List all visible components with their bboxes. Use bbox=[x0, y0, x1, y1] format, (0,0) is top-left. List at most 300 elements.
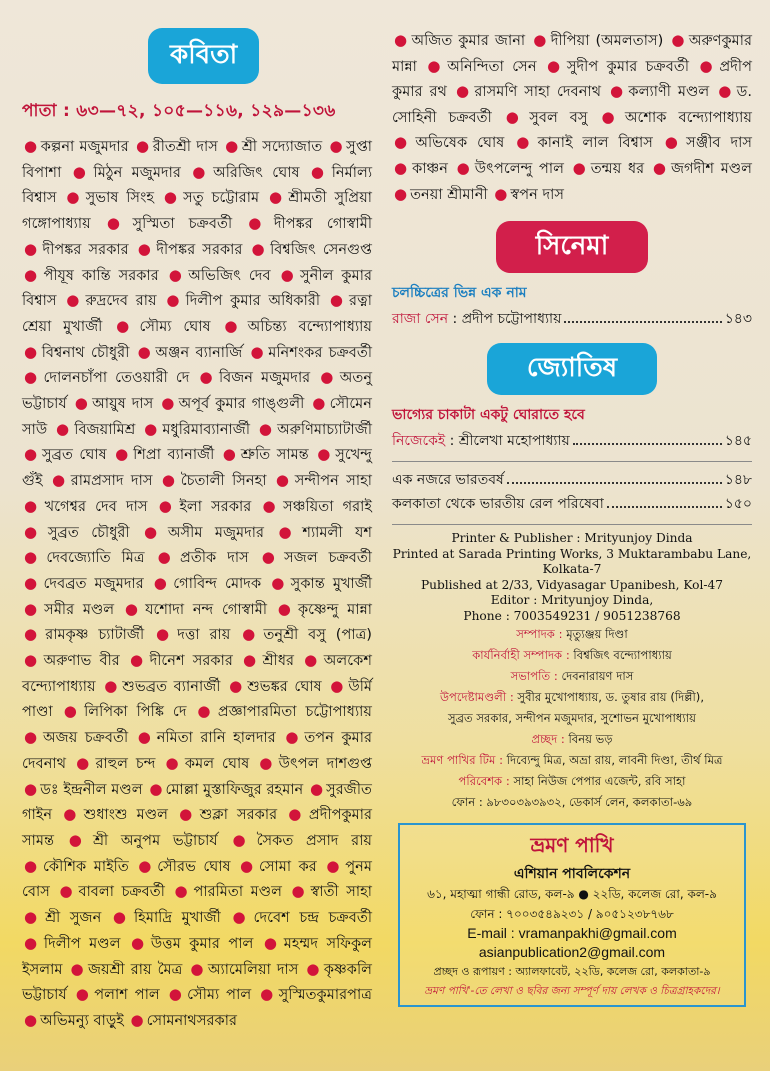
credit-key: ভ্রমণ পাখির টিম : bbox=[421, 753, 507, 768]
poet-name: লিপিকা পিঙ্কি দে bbox=[84, 703, 187, 721]
poet-name: মোল্লা মুস্তাফিজুর রহমান bbox=[165, 780, 304, 798]
poet-name: সুনীল কুমার বিশ্বাস bbox=[22, 266, 372, 310]
bullet-icon: ● bbox=[106, 214, 130, 233]
misc-entry-title: কলকাতা থেকে ভারতীয় রেল পরিষেবা bbox=[392, 496, 604, 513]
bullet-icon: ● bbox=[24, 445, 39, 464]
poet-name: রামকৃষ্ণ চ্যাটার্জী bbox=[45, 626, 145, 644]
poet-name: শুক্লা সরকার bbox=[199, 806, 278, 824]
poet-name: পুনম বোস bbox=[22, 857, 372, 901]
poet-name: অভিমন্যু বাড়ুই bbox=[40, 1011, 124, 1029]
poet-name: রীতশ্রী দাস bbox=[152, 138, 218, 155]
poet-name: স্বপন দাস bbox=[510, 185, 565, 203]
poet-name: উর্মি পাণ্ডা bbox=[22, 677, 373, 721]
bullet-icon: ● bbox=[242, 625, 261, 644]
jyotish-heading: জ্যোতিষ bbox=[487, 343, 657, 395]
box-title: ভ্রমণ পাখি bbox=[530, 833, 614, 858]
poet-name: দিলীপ মণ্ডল bbox=[43, 934, 121, 952]
bullet-icon: ● bbox=[131, 933, 148, 952]
left-column bbox=[22, 28, 372, 1034]
bullet-icon: ● bbox=[168, 985, 185, 1004]
bullet-icon: ● bbox=[138, 856, 155, 875]
poet-name: দিলীপ কুমার অধিকারী bbox=[185, 292, 321, 310]
poet-name: মধুরিমাব্যানার্জী bbox=[162, 420, 251, 438]
bullet-icon: ● bbox=[63, 702, 82, 721]
poet-name: খগেশ্বর দেব দাস bbox=[44, 497, 148, 515]
publisher-box bbox=[398, 823, 746, 1007]
box-design: প্রচ্ছদ ও রূপায়ণ : অ্যালফাবেট, ২২ডি, কলেজ রো, কলকাতা-৯ bbox=[433, 965, 711, 979]
bullet-icon: ● bbox=[326, 856, 343, 875]
misc-entry bbox=[392, 468, 752, 492]
poet-name: মিঠুন মজুমদার bbox=[93, 163, 181, 181]
poet-name: সুরজীত গাইন bbox=[22, 780, 372, 824]
bullet-icon: ● bbox=[310, 162, 329, 181]
credit-key: উপদেষ্টামণ্ডলী : bbox=[439, 690, 518, 705]
poet-name: রাসমণি সাহা দেবনাথ bbox=[474, 83, 602, 101]
poet-name: বিজয়ামিশ্র bbox=[74, 420, 136, 438]
poet-name: কল্পনা মজুমদার bbox=[40, 138, 129, 155]
bullet-icon: ● bbox=[664, 133, 684, 152]
imprint-block bbox=[392, 531, 752, 624]
bullet-icon: ● bbox=[261, 548, 282, 567]
bullet-icon: ● bbox=[59, 882, 76, 901]
bullet-icon: ● bbox=[224, 316, 245, 335]
bullet-icon: ● bbox=[260, 985, 276, 1004]
bullet-icon: ● bbox=[317, 445, 333, 464]
credit-row bbox=[392, 687, 752, 708]
poet-name: সুস্মিতকুমারপাত্র bbox=[278, 986, 372, 1004]
misc-entry-title: এক নজরে ভারতবর্ষ bbox=[392, 472, 504, 489]
bullet-icon: ● bbox=[24, 933, 41, 952]
poet-name: সুকান্ত মুখার্জী bbox=[290, 574, 372, 592]
bullet-icon: ● bbox=[394, 184, 408, 203]
bullet-icon: ● bbox=[24, 908, 43, 927]
poet-name: সুখেন্দু গুঁই bbox=[22, 446, 372, 490]
bullet-icon: ● bbox=[166, 291, 183, 310]
poet-name: সঞ্চয়িতা গরাই bbox=[283, 497, 372, 515]
poet-name: অরুণিমাচ্যাটার্জী bbox=[277, 420, 372, 438]
poet-name: জয়শ্রী রায় মৈত্র bbox=[87, 960, 183, 978]
poet-name: সমীর মণ্ডল bbox=[44, 600, 115, 618]
poet-name: অজয় চক্রবর্তী bbox=[43, 729, 129, 747]
cinema-subtitle: চলচ্চিত্রের ভিন্ন এক নাম bbox=[392, 285, 527, 302]
poet-name: রামপ্রসাদ দাস bbox=[70, 472, 153, 490]
poet-name: রুদ্রদেব রায় bbox=[85, 292, 157, 310]
imprint-line: Phone : 7003549231 / 9051238768 bbox=[463, 608, 681, 623]
bullet-icon: ● bbox=[263, 933, 281, 952]
bullet-icon: ● bbox=[243, 651, 260, 670]
credit-value: সাহা নিউজ পেপার এজেন্ট, রবি সাহা bbox=[513, 774, 686, 789]
poet-name: উৎপল দাশগুপ্ত bbox=[278, 754, 373, 772]
bullet-icon: ● bbox=[163, 188, 181, 207]
bullet-icon: ● bbox=[306, 959, 321, 978]
poet-name: কমল ঘোষ bbox=[184, 754, 250, 772]
poet-name: মনিশংকর চক্রবর্তী bbox=[268, 343, 373, 361]
bullet-icon: ● bbox=[456, 158, 472, 177]
bullet-icon: ● bbox=[24, 137, 38, 155]
bullet-icon: ● bbox=[271, 573, 288, 592]
bullet-icon: ● bbox=[494, 184, 508, 203]
poet-name: রাহুল চন্দ bbox=[95, 754, 156, 772]
poet-name: সতু চট্টোরাম bbox=[183, 189, 260, 207]
bullet-icon: ● bbox=[232, 908, 251, 927]
poet-name: সৈকত প্রসাদ রায় bbox=[256, 831, 373, 849]
bullet-icon: ● bbox=[24, 239, 40, 258]
poet-name: কৃষ্ণেন্দু মান্না bbox=[297, 600, 373, 618]
bullet-icon: ● bbox=[718, 82, 734, 101]
credit-value: দিব্যেন্দু মিত্র, অভ্রা রায়, লাবনী দিণ্ডা, তীর্থ মিত্র bbox=[506, 753, 723, 768]
bullet-icon: ● bbox=[222, 445, 238, 464]
bullet-icon: ● bbox=[137, 728, 154, 747]
bullet-icon: ● bbox=[330, 676, 346, 695]
right-column bbox=[392, 28, 752, 1007]
bullet-icon: ● bbox=[329, 291, 347, 310]
bullet-icon: ● bbox=[394, 158, 410, 177]
poet-name: চৈতালী সিনহা bbox=[180, 472, 267, 490]
poet-name: অরুণাভ বীর bbox=[43, 652, 120, 670]
bullet-icon: ● bbox=[165, 753, 182, 772]
bullet-icon: ● bbox=[149, 779, 163, 798]
poet-name: তনয়া শ্রীমানী bbox=[410, 185, 488, 203]
bullet-icon: ● bbox=[278, 522, 300, 541]
poet-name: শিপ্রা ব্যানার্জী bbox=[133, 446, 215, 464]
poet-name: কানাই লাল বিশ্বাস bbox=[537, 134, 653, 152]
bullet-icon: ● bbox=[572, 158, 588, 177]
bullet-icon: ● bbox=[168, 265, 186, 284]
poet-name: শ্রুতি সামন্ত bbox=[240, 446, 309, 464]
bullet-icon: ● bbox=[24, 522, 45, 541]
poet-name: কাঞ্চন bbox=[412, 159, 449, 177]
poet-name: দোলনচাঁপা তেওয়ারী দে bbox=[43, 369, 190, 387]
poet-name: সুদীপ কুমার চক্রবর্তী bbox=[566, 57, 690, 75]
bullet-icon: ● bbox=[24, 368, 41, 387]
bullet-icon: ● bbox=[225, 137, 239, 155]
bullet-icon: ● bbox=[229, 676, 245, 695]
credit-row bbox=[392, 708, 752, 729]
bullet-icon: ● bbox=[455, 82, 472, 101]
divider bbox=[392, 524, 752, 525]
poet-name: সজল চক্রবর্তী bbox=[284, 549, 372, 567]
imprint-line: Editor : Mrityunjoy Dinda, bbox=[490, 593, 654, 608]
cinema-entry-title: রাজা সেন bbox=[392, 311, 449, 328]
bullet-icon: ● bbox=[130, 1010, 144, 1029]
bullet-icon: ● bbox=[329, 137, 344, 155]
poet-name: সৌরভ ঘোষ bbox=[157, 857, 231, 875]
poet-name: অনিন্দিতা সেন bbox=[447, 57, 537, 75]
bullet-icon: ● bbox=[137, 239, 154, 258]
poet-name: অপূর্ব কুমার গাঙ্গুলী bbox=[178, 395, 305, 413]
bullet-icon: ● bbox=[610, 82, 626, 101]
bullet-icon: ● bbox=[533, 31, 548, 49]
bullet-icon: ● bbox=[76, 753, 93, 772]
bullet-icon: ● bbox=[699, 56, 717, 75]
bullet-icon: ● bbox=[174, 882, 191, 901]
bullet-icon: ● bbox=[320, 368, 337, 387]
imprint-line: Printer & Publisher : Mrityunjoy Dinda bbox=[451, 531, 693, 546]
poet-name: দীনেশ সরকার bbox=[149, 652, 233, 670]
poet-name: কৌশিক মাইতি bbox=[42, 857, 129, 875]
imprint-line: Published at 2/33, Vidyasagar Upanibesh, Kol-47 bbox=[420, 577, 724, 592]
bullet-icon: ● bbox=[124, 599, 143, 618]
bullet-icon: ● bbox=[258, 419, 275, 438]
poet-name: দেবব্রত মজুমদার bbox=[43, 574, 144, 592]
poet-name: শ্রী সদ্যোজাত bbox=[241, 138, 323, 155]
bullet-icon: ● bbox=[277, 599, 295, 618]
bullet-icon: ● bbox=[394, 133, 413, 152]
poet-name: অসীম মজুমদার bbox=[167, 523, 265, 541]
bullet-icon: ● bbox=[153, 573, 171, 592]
bullet-icon: ● bbox=[144, 419, 160, 438]
poet-name: অঞ্জন ব্যানার্জি bbox=[155, 343, 243, 361]
bullet-icon: ● bbox=[288, 805, 306, 824]
poet-name: দীপঙ্কর সরকার bbox=[156, 240, 243, 258]
box-phone: ফোন : ৭০০৩৫৪৯২৩১ / ৯০৫১২৩৮৭৬৮ bbox=[470, 907, 674, 922]
credit-value: মৃত্যুঞ্জয় দিণ্ডা bbox=[566, 627, 628, 642]
divider bbox=[392, 461, 752, 462]
bullet-icon: ● bbox=[304, 651, 321, 670]
poet-name: শুভব্রত ব্যানার্জী bbox=[122, 677, 221, 695]
poet-name: সুবল বসু bbox=[529, 108, 588, 126]
bullet-icon: ● bbox=[275, 471, 292, 490]
poet-name: শুভঙ্কর ঘোষ bbox=[247, 677, 322, 695]
credit-key: প্রচ্ছদ : bbox=[531, 732, 569, 747]
poet-name: সৌম্য পাল bbox=[187, 986, 252, 1004]
poet-name: রত্না শ্রেয়া মুখার্জী bbox=[22, 292, 373, 335]
bullet-icon: ● bbox=[56, 419, 72, 438]
kobita-pages: পাতা : ৬৩—৭২, ১০৫—১১৬, ১২৯—১৩৬ bbox=[22, 101, 336, 121]
cinema-entry-page: ১৪৩ bbox=[724, 311, 752, 328]
poet-name: শ্রী অনুপম ভট্টাচার্য bbox=[92, 831, 218, 849]
poet-name: জগদীশ মণ্ডল bbox=[670, 159, 753, 177]
poet-name: অলকেশ বন্দ্যোপাধ্যায় bbox=[22, 652, 372, 695]
bullet-icon: ● bbox=[262, 496, 281, 515]
poet-name: সৌমেন সাউ bbox=[22, 395, 372, 438]
jyotish-subtitle: ভাগ্যের চাকাটা একটু ঘোরাতে হবে bbox=[392, 407, 585, 424]
credit-row bbox=[392, 624, 752, 645]
poet-name: শ্রীমতী সুপ্রিয়া গঙ্গোপাধ্যায় bbox=[22, 189, 373, 233]
cinema-heading: সিনেমা bbox=[496, 221, 649, 273]
poet-name: কৃষ্ণকলি ভট্টাচার্য bbox=[22, 960, 373, 1004]
poet-name: ড. সোহিনী চক্রবর্তী bbox=[392, 83, 752, 126]
bullet-icon: ● bbox=[24, 548, 44, 567]
bullet-icon: ● bbox=[129, 651, 147, 670]
misc-entry-page: ১৪৮ bbox=[724, 472, 752, 489]
credit-value: সুবীর মুখোপাধ্যায়, ড. তুষার রায় (দিল্লী), bbox=[517, 690, 705, 705]
poet-name: বিশ্বনাথ চৌধুরী bbox=[41, 343, 130, 361]
bullet-icon: ● bbox=[66, 188, 83, 207]
credit-value: বিনয় ভড় bbox=[568, 732, 613, 747]
bullet-icon: ● bbox=[24, 625, 43, 644]
bullet-icon: ● bbox=[24, 856, 40, 875]
poet-name: হিমাদ্রি মুখার্জী bbox=[134, 909, 221, 927]
bullet-icon: ● bbox=[516, 133, 535, 152]
bullet-icon: ● bbox=[240, 856, 256, 875]
bullet-icon: ● bbox=[72, 162, 91, 181]
poet-name: সোমনাথসরকার bbox=[146, 1011, 238, 1029]
credit-key: সভাপতি : bbox=[510, 669, 562, 684]
poet-name: নমিতা রানি হালদার bbox=[156, 729, 276, 747]
poet-name: দত্তা রায় bbox=[177, 626, 231, 644]
cinema-entry-author: : প্রদীপ চট্টোপাধ্যায় bbox=[452, 311, 562, 328]
credit-row bbox=[392, 771, 752, 792]
poet-name: উৎপলেন্দু পাল bbox=[474, 159, 564, 177]
poet-name: সৌম্য ঘোষ bbox=[139, 317, 211, 335]
credit-value: বিশ্বজিৎ বন্দ্যোপাধ্যায় bbox=[573, 648, 672, 663]
bullet-icon: ● bbox=[248, 214, 271, 233]
poet-name: শ্যামলী যশ bbox=[302, 523, 373, 541]
bullet-icon: ● bbox=[137, 342, 153, 361]
poet-name: সুপ্তা বিপাশা bbox=[22, 138, 373, 181]
poet-name: শ্রীধর bbox=[262, 652, 295, 670]
credit-value: ফোন : ৯৮৩০৩৯৩৯৩২, ডেকার্স লেন, কলকাতা-৬৯ bbox=[451, 795, 693, 810]
poet-name: দীপিয়া (অমলতাস) bbox=[550, 32, 664, 49]
poet-name: অরিজিৎ ঘোষ bbox=[213, 163, 300, 181]
bullet-icon: ● bbox=[192, 162, 211, 181]
poet-name: বাবলা চক্রবর্তী bbox=[78, 883, 165, 901]
bullet-icon: ● bbox=[115, 445, 131, 464]
poet-name: অশোক বন্দ্যোপাধ্যায় bbox=[624, 108, 752, 126]
poet-name: সুব্রত চৌধুরী bbox=[47, 523, 130, 541]
poet-name: অভিজিৎ দেব bbox=[188, 266, 271, 284]
credit-row bbox=[392, 750, 752, 771]
poet-name: তনুশ্রী বসু (পাত্র) bbox=[263, 626, 372, 644]
poet-name: সুব্রত ঘোষ bbox=[41, 446, 107, 464]
poet-name: সুভাষ সিংহ bbox=[85, 189, 155, 207]
bullet-icon: ● bbox=[104, 676, 120, 695]
bullet-icon: ● bbox=[190, 959, 205, 978]
bullet-icon: ● bbox=[144, 522, 165, 541]
kobita-names-continued bbox=[392, 28, 752, 207]
bullet-icon: ● bbox=[268, 188, 286, 207]
bullet-icon: ● bbox=[24, 651, 41, 670]
bullet-icon: ● bbox=[601, 107, 622, 126]
dot-leader bbox=[507, 482, 722, 484]
credit-key: পরিবেশক : bbox=[458, 774, 514, 789]
bullet-icon: ● bbox=[259, 753, 276, 772]
bullet-icon: ● bbox=[179, 805, 197, 824]
poet-name: অজিত কুমার জানা bbox=[411, 32, 526, 49]
bullet-icon: ● bbox=[155, 625, 175, 644]
bullet-icon: ● bbox=[70, 959, 85, 978]
misc-entry bbox=[392, 492, 752, 516]
poet-name: পারমিতা মণ্ডল bbox=[193, 883, 282, 901]
bullet-icon: ● bbox=[280, 265, 298, 284]
bullet-icon: ● bbox=[112, 908, 131, 927]
poet-name: অরুণকুমার মান্না bbox=[392, 32, 753, 75]
bullet-icon: ● bbox=[250, 342, 266, 361]
poet-name: ডঃ ইন্দ্রনীল মণ্ডল bbox=[40, 780, 143, 798]
poet-name: সন্দীপন সাহা bbox=[294, 472, 373, 490]
poet-name: তন্ময় ধর bbox=[590, 159, 645, 177]
credit-value: সুব্রত সরকার, সন্দীপন মজুমদার, সুশোভন মুখোপাধ্যায় bbox=[448, 711, 696, 726]
bullet-icon: ● bbox=[24, 265, 41, 284]
poet-name: অচিন্ত্য বন্দ্যোপাধ্যায় bbox=[247, 317, 373, 335]
bullet-icon: ● bbox=[157, 548, 177, 567]
box-address: ৬১, মহাত্মা গান্ধী রোড, কল-৯ ● ২২ডি, কলেজ রো, কল-৯ bbox=[427, 887, 717, 902]
poet-name: অতনু ভট্টাচার্য bbox=[22, 369, 373, 413]
bullet-icon: ● bbox=[197, 702, 215, 721]
poet-name: প্রদীপকুমার সামন্ত bbox=[22, 806, 373, 849]
jyotish-entry-page: ১৪৫ bbox=[724, 433, 752, 450]
poet-name: স্বাতী সাহা bbox=[310, 883, 373, 901]
bullet-icon: ● bbox=[24, 496, 42, 515]
poet-name: গোবিন্দ মোদক bbox=[173, 574, 262, 592]
bullet-icon: ● bbox=[24, 599, 42, 618]
credit-row bbox=[392, 666, 752, 687]
dot-leader bbox=[564, 321, 721, 323]
credit-key: কার্যনির্বাহী সম্পাদক : bbox=[472, 648, 574, 663]
bullet-icon: ● bbox=[427, 56, 445, 75]
poet-name: মহম্মদ সফিকুল ইসলাম bbox=[22, 934, 373, 978]
kobita-names-list bbox=[22, 134, 372, 1034]
poet-name: প্রদীপ কুমার রথ bbox=[392, 57, 752, 101]
box-email[interactable]: E-mail : vramanpakhi@gmail.com bbox=[467, 925, 677, 942]
credits-block bbox=[392, 624, 752, 813]
poet-name: সঞ্জীব দাস bbox=[686, 134, 752, 152]
box-note: ভ্রমণ পাখি'-তে লেখা ও ছবির জন্য সম্পূর্ণ দায় লেখক ও চিত্রগ্রাহকদের। bbox=[424, 985, 720, 998]
poet-name: বিজন মজুমদার bbox=[218, 369, 311, 387]
bullet-icon: ● bbox=[51, 471, 68, 490]
poet-name: উত্তম কুমার পাল bbox=[150, 934, 254, 952]
dot-leader bbox=[607, 506, 722, 508]
jyotish-entry-title: নিজেকেই bbox=[392, 433, 446, 450]
poet-name: সোমা কর bbox=[258, 857, 317, 875]
bullet-icon: ● bbox=[232, 830, 254, 849]
box-email-2[interactable]: asianpublication2@gmail.com bbox=[478, 944, 666, 961]
poet-name: নির্মাল্য বিশ্বাস bbox=[22, 163, 373, 207]
bullet-icon: ● bbox=[309, 779, 324, 798]
bullet-icon: ● bbox=[24, 342, 39, 361]
cinema-entry bbox=[392, 307, 752, 331]
bullet-icon: ● bbox=[136, 137, 150, 155]
bullet-icon: ● bbox=[671, 31, 686, 49]
kobita-heading: কবিতা bbox=[148, 28, 259, 84]
box-publisher: এশিয়ান পাবলিকেশন bbox=[513, 866, 631, 883]
credit-key: সম্পাদক : bbox=[516, 627, 567, 642]
bullet-icon: ● bbox=[24, 573, 41, 592]
credit-row bbox=[392, 645, 752, 666]
bullet-icon: ● bbox=[68, 830, 90, 849]
bullet-icon: ● bbox=[161, 471, 178, 490]
credit-value: দেবনারায়ণ দাস bbox=[561, 669, 634, 684]
poet-name: দেবেশ চন্দ্র চক্রবর্তী bbox=[253, 909, 372, 927]
bullet-icon: ● bbox=[63, 805, 81, 824]
poet-name: অভিষেক ঘোষ bbox=[415, 134, 505, 152]
poet-name: তপন কুমার দেবনাথ bbox=[22, 729, 373, 772]
poet-name: ইলা সরকার bbox=[179, 497, 252, 515]
jyotish-entry bbox=[392, 429, 752, 453]
poet-name: আয়ুষ দাস bbox=[92, 395, 154, 413]
poet-name: দীপঙ্কর সরকার bbox=[42, 240, 129, 258]
bullet-icon: ● bbox=[652, 158, 668, 177]
poet-name: দীপঙ্কর গোস্বামী bbox=[273, 215, 373, 233]
bullet-icon: ● bbox=[24, 728, 40, 747]
credit-row bbox=[392, 792, 752, 813]
bullet-icon: ● bbox=[116, 316, 137, 335]
poet-name: শুধাংশু মণ্ডল bbox=[83, 806, 169, 824]
imprint-line: Printed at Sarada Printing Works, 3 Muktarambabu Lane, Kolkata-7 bbox=[392, 546, 752, 577]
bullet-icon: ● bbox=[75, 985, 92, 1004]
bullet-icon: ● bbox=[199, 368, 216, 387]
bullet-icon: ● bbox=[546, 56, 564, 75]
bullet-icon: ● bbox=[161, 394, 176, 413]
poet-name: দেবজ্যোতি মিত্র bbox=[46, 549, 145, 567]
poet-name: পীযূষ কান্তি সরকার bbox=[43, 266, 159, 284]
poet-name: শ্রী সুজন bbox=[45, 909, 102, 927]
bullet-icon: ● bbox=[505, 107, 527, 126]
dot-leader bbox=[573, 443, 722, 445]
poet-name: প্রতীক দাস bbox=[180, 549, 249, 567]
bullet-icon: ● bbox=[24, 779, 38, 798]
